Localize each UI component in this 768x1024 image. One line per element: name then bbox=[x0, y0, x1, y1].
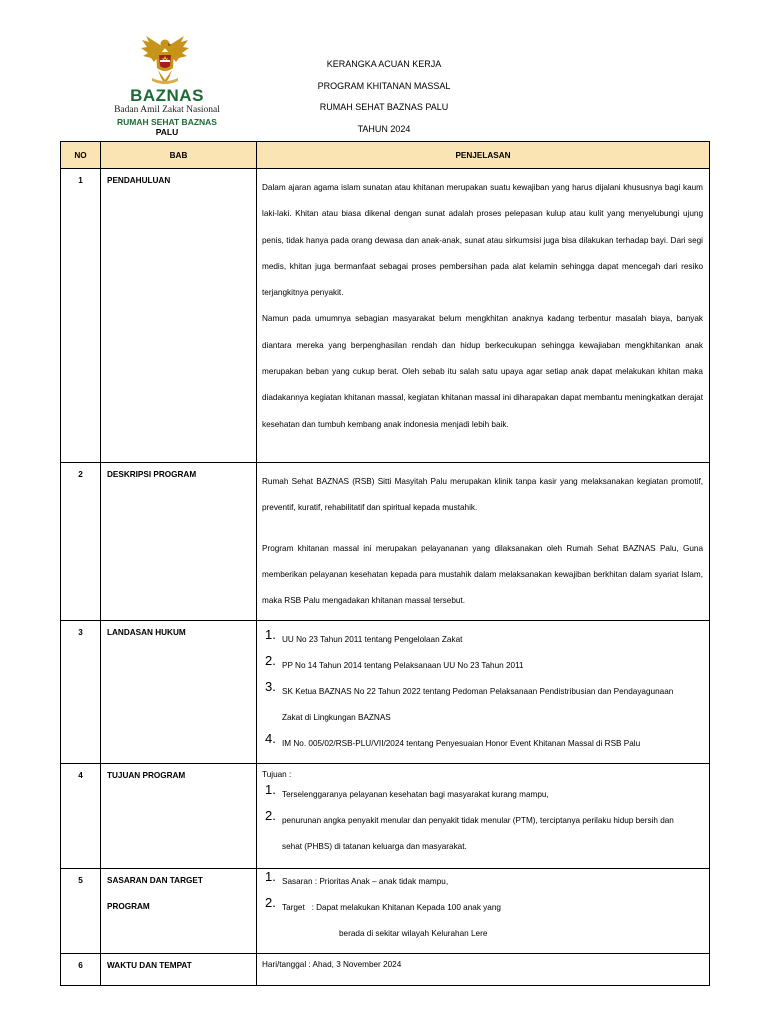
list-item bbox=[262, 679, 703, 731]
list-item-text: Sasaran : Prioritas Anak – anak tidak mampu, bbox=[282, 877, 449, 887]
row-bab bbox=[101, 621, 257, 764]
date-text: Hari/tanggal : Ahad, 3 November 2024 bbox=[262, 960, 402, 970]
list-number: 3. bbox=[265, 679, 276, 695]
row-penjelasan bbox=[257, 869, 710, 954]
row-number: 4 bbox=[61, 764, 101, 869]
list-number: 2. bbox=[265, 895, 276, 911]
list-number: 1. bbox=[265, 627, 276, 643]
table-row bbox=[61, 621, 710, 764]
row-number: 2 bbox=[61, 463, 101, 621]
title-line-4: TAHUN 2024 bbox=[357, 123, 411, 134]
title-line-3: RUMAH SEHAT BAZNAS PALU bbox=[319, 102, 449, 112]
paragraph: Rumah Sehat BAZNAS (RSB) Sitti Masyitah Palu merupakan klinik tanpa kasir yang melaksanakan kegiatan promotif, preventif, kuratif, rehabilitatif dan spiritual kepada mustahik. bbox=[262, 477, 703, 513]
list-number: 1. bbox=[265, 782, 276, 798]
baznas-logo-subtitle: Badan Amil Zakat Nasional bbox=[114, 105, 220, 115]
list-number: 2. bbox=[265, 808, 276, 824]
title-line-1: KERANGKA ACUAN KERJA bbox=[326, 59, 442, 69]
row-bab bbox=[101, 463, 257, 621]
table-row bbox=[61, 869, 710, 954]
baznas-logo-unit: RUMAH SEHAT BAZNAS bbox=[117, 117, 217, 127]
row-penjelasan bbox=[257, 463, 710, 621]
legal-basis-list bbox=[262, 627, 703, 757]
list-number: 2. bbox=[265, 653, 276, 669]
table-row bbox=[61, 954, 710, 986]
row-number: 5 bbox=[61, 869, 101, 954]
list-item-text: IM No. 005/02/RSB-PLU/VII/2024 tentang Penyesuaian Honor Event Khitanan Massal di RSB Palu bbox=[282, 739, 641, 749]
list-item bbox=[262, 627, 703, 653]
goals-list bbox=[262, 782, 703, 860]
targets-list bbox=[262, 869, 703, 947]
bab-label: LANDASAN HUKUM bbox=[107, 628, 186, 638]
list-item bbox=[262, 895, 703, 947]
row-number: 6 bbox=[61, 954, 101, 986]
list-item-text: Terselenggaranya pelayanan kesehatan bagi masyarakat kurang mampu, bbox=[282, 790, 549, 800]
list-item-text: SK Ketua BAZNAS No 22 Tahun 2022 tentang Pedoman Pelaksanaan Pendistribusian dan Pendayagunaan bbox=[282, 687, 674, 697]
bab-label: SASARAN DAN TARGET bbox=[107, 876, 203, 886]
paragraph: Dalam ajaran agama islam sunatan atau khitanan merupakan suatu kewajiban yang harus dijalani khususnya bagi kaum laki-laki. Khitan atau biasa dikenal dengan sunat adalah proses pelepasan kulup atau kulit yang menyelubungi ujung penis, tidak hanya pada orang dewasa dan anak-anak, sunat atau sirkumsisi juga bisa dilakukan terhadap bayi. Dari segi medis, khitan juga bermanfaat sebagai proses pembersihan pada alat kelamin sehingga dapat mencegah dari resiko terjangkitnya penyakit. bbox=[262, 183, 703, 298]
bab-label: DESKRIPSI PROGRAM bbox=[107, 470, 197, 479]
row-number: 3 bbox=[61, 621, 101, 764]
kak-table bbox=[60, 141, 710, 986]
baznas-logo-text: BAZNAS bbox=[130, 86, 204, 105]
row-penjelasan bbox=[257, 621, 710, 764]
list-item bbox=[262, 808, 703, 860]
table-row bbox=[61, 463, 710, 621]
row-bab bbox=[101, 764, 257, 869]
list-item-text: UU No 23 Tahun 2011 tentang Pengelolaan Zakat bbox=[282, 635, 463, 645]
list-item-continuation: Zakat di Lingkungan BAZNAS bbox=[282, 713, 391, 723]
list-number: 1. bbox=[265, 869, 276, 885]
row-number: 1 bbox=[61, 169, 101, 463]
list-item-text: Target : Dapat melakukan Khitanan Kepada 100 anak yang bbox=[282, 903, 501, 913]
title-line-2: PROGRAM KHITANAN MASSAL bbox=[317, 80, 451, 91]
row-bab bbox=[101, 169, 257, 463]
list-item bbox=[262, 782, 703, 808]
baznas-logo bbox=[102, 34, 232, 138]
document-title bbox=[284, 54, 484, 140]
row-penjelasan bbox=[257, 764, 710, 869]
bab-label: PENDAHULUAN bbox=[107, 176, 171, 185]
list-number: 4. bbox=[265, 731, 276, 747]
bab-label-line-2: PROGRAM bbox=[107, 902, 150, 912]
baznas-logo-city: PALU bbox=[155, 127, 179, 137]
list-item-text: penurunan angka penyakit menular dan penyakit tidak menular (PTM), terciptanya perilaku hidup bersih dan bbox=[282, 816, 674, 826]
list-item-continuation: berada di sekitar wilayah Kelurahan Lere bbox=[339, 929, 488, 939]
list-item bbox=[262, 731, 703, 757]
list-item-continuation: sehat (PHBS) di tatanan keluarga dan masyarakat. bbox=[282, 842, 467, 852]
paragraph: Program khitanan massal ini merupakan pelayananan yang dilaksanakan oleh Rumah Sehat BAZNAS Palu, Guna memberikan pelayanan kesehatan kepada para mustahik dalam melaksanakan kewajiban berkhitan dalam syariat Islam, maka RSB Palu mengadakan khitanan massal tersebut. bbox=[262, 543, 703, 606]
row-penjelasan bbox=[257, 169, 710, 463]
header-penjelasan: PENJELASAN bbox=[257, 142, 710, 169]
table-row bbox=[61, 169, 710, 463]
header-bab: BAB bbox=[101, 142, 257, 169]
list-item bbox=[262, 653, 703, 679]
row-bab bbox=[101, 869, 257, 954]
table-row bbox=[61, 764, 710, 869]
bab-label: TUJUAN PROGRAM bbox=[107, 771, 186, 781]
row-bab bbox=[101, 954, 257, 986]
list-item-text: PP No 14 Tahun 2014 tentang Pelaksanaan UU No 23 Tahun 2011 bbox=[282, 661, 524, 671]
list-item bbox=[262, 869, 703, 895]
bab-label: WAKTU DAN TEMPAT bbox=[107, 961, 192, 971]
table-header-row bbox=[61, 142, 710, 169]
goals-intro: Tujuan : bbox=[262, 770, 292, 780]
paragraph: Namun pada umumnya sebagian masyarakat belum mengkhitan anaknya kadang terbentur masalah biaya, banyak diantara mereka yang berpenghasilan rendah dan hidup berkecukupan sehingga kewajiaban mengkhitankan anak merupakan beban yang cukup berat. Oleh sebab itu salah satu upaya agar setiap anak dapat melakukan khitan maka diadakannya kegiatan khitanan massal, kegiatan khitanan massal ini diharapakan dapat membantu meningkatkan derajat kesehatan dan tumbuh kembang anak indonesia menjadi lebih baik. bbox=[262, 314, 703, 429]
garuda-emblem-icon bbox=[140, 34, 190, 88]
row-penjelasan bbox=[257, 954, 710, 986]
header-no: NO bbox=[61, 142, 101, 169]
